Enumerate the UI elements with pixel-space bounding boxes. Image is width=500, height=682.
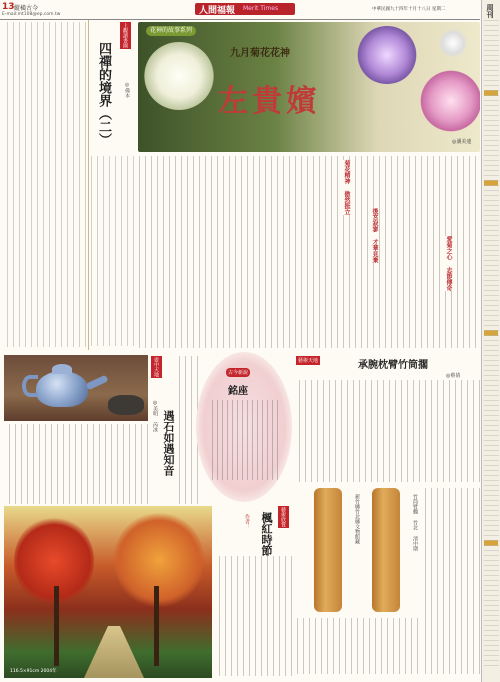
article-body-1 [138, 156, 476, 348]
zen-text-left [2, 22, 86, 347]
bamboo-label-b: 竹筒臂擱 竹北 清中期 [412, 494, 418, 551]
zen-text-right [90, 156, 134, 346]
teapot-title: 遇石如遇知音 [162, 410, 175, 476]
small-white-flower [438, 28, 468, 58]
teapot-body [36, 371, 88, 407]
masthead-logo [195, 3, 295, 15]
maple-image-label: 116.5×91cm 2004年 [10, 669, 57, 674]
bamboo-section [296, 352, 480, 678]
teapot-side-text [176, 356, 198, 504]
maple-path [84, 626, 144, 678]
maple-tree-right [114, 512, 204, 608]
maple-caption: 作者： [244, 514, 250, 529]
strip-text [484, 20, 499, 670]
header-date: 中華民國九十四年十月十八日 星期二 [372, 7, 446, 12]
white-chrysanthemum [144, 42, 214, 110]
zen-author: ◎佛本 [124, 82, 130, 98]
chrysanthemum-banner [138, 22, 480, 152]
bamboo-label-a: 新竹縣竹北縣文物館藏 [354, 494, 360, 544]
maple-painting [4, 506, 212, 678]
zen-title: 四禪的境界（二） [96, 42, 111, 146]
bamboo-text-under [296, 618, 418, 674]
poem-text [210, 400, 278, 480]
maple-text [216, 556, 292, 676]
poem-tag: 古今新說 [228, 370, 249, 376]
right-strip [481, 0, 500, 682]
poem-title: 銘座 [228, 386, 248, 397]
logo-en-text: Merit Times [243, 5, 279, 12]
page-number: 13 [2, 2, 15, 12]
zen-column [2, 20, 136, 352]
pink-chrysanthemum [420, 70, 480, 132]
bamboo-title: 承腕枕臂竹筒擱 [358, 360, 428, 371]
teapot-article-text [4, 424, 148, 504]
poem-panel [196, 352, 292, 502]
zen-divider [88, 20, 89, 350]
teapot-stone [108, 395, 144, 415]
purple-chrysanthemum [356, 26, 418, 84]
teapot-lid [52, 364, 72, 374]
heading-3: 愛菊之心 志節傳奇 [445, 236, 452, 291]
banner-article [138, 152, 480, 352]
teapot-author: ◎美明 芮冰 [152, 400, 158, 432]
banner-title: 左貴嬪 [218, 84, 320, 119]
maple-title: 楓紅時節 [260, 512, 273, 556]
bamboo-text-bottom [422, 488, 480, 674]
teapot-handle [22, 375, 38, 397]
right-strip-label: 周刊 [486, 4, 495, 18]
zen-tag: 上觀讀書園 [120, 22, 131, 49]
series-tag: 花神的故事系列 [146, 26, 196, 36]
teapot-spout [86, 375, 109, 391]
teapot-tag: 壺中天地 [151, 356, 162, 378]
section-name: 縱橫古今 [14, 5, 39, 12]
header-email: E-mail:mt108@ep.com.tw [2, 12, 61, 17]
bamboo-rest-a [314, 488, 342, 612]
bamboo-tag: 藝術天地 [298, 358, 319, 364]
bamboo-rest-b [372, 488, 400, 612]
banner-subtitle: 九月菊花花神 [230, 48, 290, 59]
maple-trunk-1 [54, 586, 59, 666]
maple-trunk-2 [154, 586, 159, 666]
maple-tag: 藝術欣賞 [278, 506, 289, 528]
teapot-photo [4, 355, 148, 421]
page-header [0, 0, 500, 20]
bamboo-text-top [296, 380, 480, 482]
bamboo-author: ◎蔡倩 [446, 373, 461, 379]
heading-1: 菊花精神 傲然挺立 [343, 160, 350, 215]
heading-2: 後宮寂寥 才華見棄 [371, 208, 378, 263]
banner-author: ◎潘美連 [452, 139, 472, 145]
logo-text: 人間福報 [199, 6, 236, 16]
